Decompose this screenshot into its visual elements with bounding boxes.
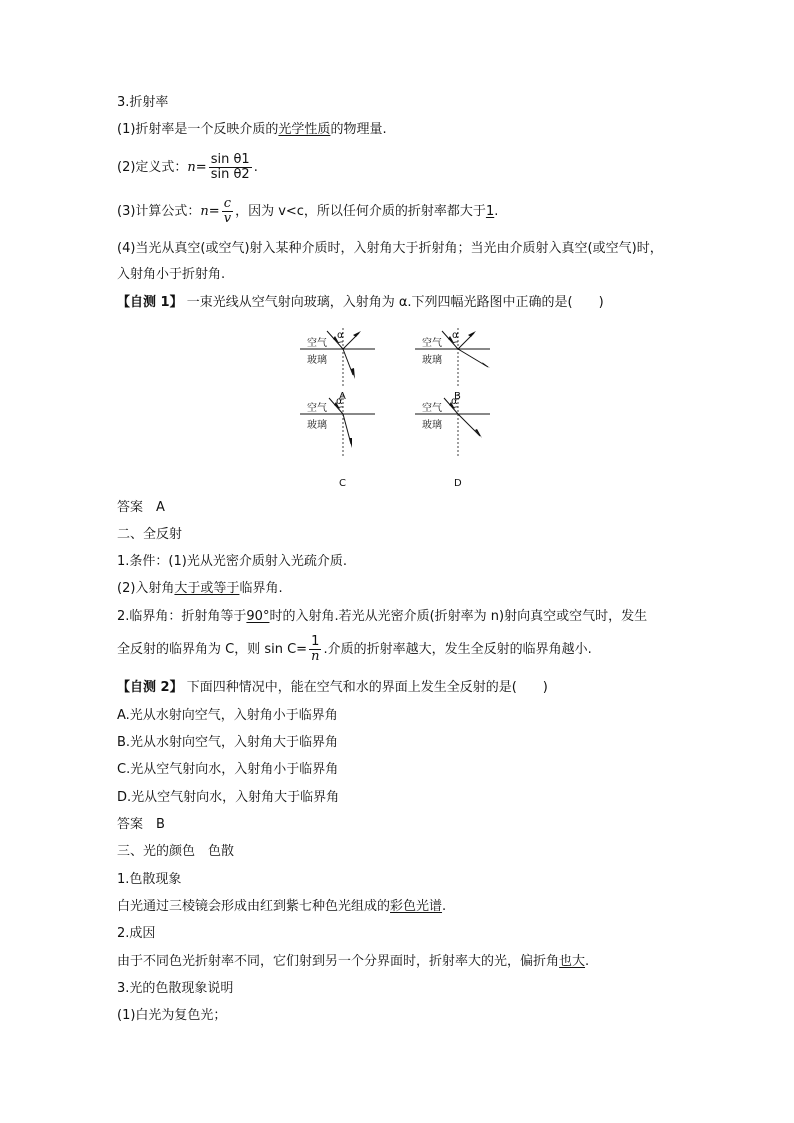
c3-underlined: 90° (246, 609, 270, 624)
dispersion-heading-2: 2.成因 (117, 926, 156, 941)
p3-denominator: v (223, 211, 232, 226)
paragraph-3-formula (117, 196, 498, 228)
dispersion-heading-3: 3.光的色散现象说明 (117, 981, 234, 996)
diagram-a-letter: A (339, 391, 346, 402)
diagram-c (295, 396, 385, 494)
critical-angle-line-2 (117, 632, 592, 668)
diagram-c-letter: C (339, 478, 346, 489)
paragraph-2-definition (117, 152, 258, 184)
question-1 (117, 294, 604, 312)
p2-equals: = (195, 160, 207, 175)
c4-text: 全反射的临界角为 C，则 sin C= (117, 642, 308, 657)
question-2-option-d: D.光从空气射向水，入射角大于临界角 (117, 790, 340, 805)
p2-numerator: sin θ1 (210, 152, 250, 167)
t2-text-end: . (585, 954, 590, 969)
diagram-c-air-label: 空气 (307, 403, 327, 414)
dispersion-text-3: (1)白光为复色光； (117, 1008, 227, 1023)
question-1-text: 一束光线从空气射向玻璃，入射角为 α.下列四幅光路图中正确的是( ) (182, 295, 604, 310)
p2-text: (2)定义式： (117, 160, 188, 175)
section-heading-dispersion: 三、光的颜色 色散 (117, 844, 235, 859)
paragraph-4-line-2: 入射角小于折射角. (117, 267, 226, 282)
p2-fraction (209, 153, 252, 182)
condition-1: 1.条件：(1)光从光密介质射入光疏介质. (117, 554, 347, 569)
section-heading-refractive-index: 3.折射率 (117, 95, 169, 110)
diagram-b-letter: B (454, 391, 461, 402)
diagram-d-air-label: 空气 (422, 403, 442, 414)
diagram-d-letter: D (454, 478, 462, 489)
diagram-a-air-label: 空气 (307, 338, 327, 349)
p3-text-mid: ，因为 v<c，所以任何介质的折射率都大于 (235, 204, 486, 219)
diagram-a (295, 325, 385, 407)
t1-underlined: 彩色光谱 (390, 899, 443, 914)
paragraph-1 (117, 121, 387, 139)
c4-numerator: 1 (309, 635, 321, 650)
p2-denominator: sin θ2 (210, 167, 250, 182)
diagram-b-glass-label: 玻璃 (422, 355, 442, 366)
t1-text: 白光通过三棱镜会形成由红到紫七种色光组成的 (117, 899, 391, 914)
question-2-text: 下面四种情况中，能在空气和水的界面上发生全反射的是( ) (182, 680, 548, 695)
c4-denominator: n (311, 649, 320, 664)
t2-text: 由于不同色光折射率不同，它们射到另一个分界面时，折射率大的光，偏折角 (117, 954, 560, 969)
diagram-a-glass-label: 玻璃 (307, 355, 327, 366)
question-1-tag: 【自测 1】 (117, 295, 183, 310)
p2-end: . (253, 160, 258, 175)
diagram-c-alpha: α (336, 396, 343, 407)
question-2-answer: 答案 B (117, 817, 165, 832)
condition-2 (117, 580, 283, 598)
c3-text: 2.临界角：折射角等于 (117, 609, 247, 624)
t2-underlined: 也大 (559, 954, 586, 969)
question-2 (117, 679, 548, 697)
diagram-b (410, 325, 500, 407)
paragraph-4-line-1: (4)当光从真空(或空气)射入某种介质时，入射角大于折射角；当光由介质射入真空(或空气)时， (117, 241, 663, 256)
c2-text: (2)入射角 (117, 581, 175, 596)
diagram-d-glass-label: 玻璃 (422, 420, 442, 431)
critical-angle-line-1 (117, 608, 647, 626)
diagram-b-air-label: 空气 (422, 338, 442, 349)
p1-underlined: 光学性质 (278, 122, 331, 137)
question-2-option-c: C.光从空气射向水，入射角小于临界角 (117, 762, 339, 777)
t1-text-end: . (442, 899, 447, 914)
dispersion-text-2 (117, 953, 589, 971)
dispersion-heading-1: 1.色散现象 (117, 872, 182, 887)
p3-variable: n (200, 204, 209, 219)
c4-text-end: .介质的折射率越大，发生全反射的临界角越小. (323, 642, 592, 657)
p3-end: . (494, 204, 499, 219)
p3-underlined: 1 (485, 204, 495, 219)
p3-text: (3)计算公式： (117, 204, 201, 219)
question-2-tag: 【自测 2】 (117, 680, 183, 695)
diagram-a-alpha: α (337, 330, 344, 341)
c2-underlined: 大于或等于 (174, 581, 240, 596)
question-2-option-a: A.光从水射向空气，入射角小于临界角 (117, 708, 338, 723)
p3-fraction (222, 197, 233, 226)
p3-numerator: c (222, 197, 233, 212)
dispersion-text-1 (117, 898, 446, 916)
p2-variable: n (187, 160, 196, 175)
c2-text-end: 临界角. (239, 581, 283, 596)
diagram-d (410, 396, 500, 494)
question-1-answer: 答案 A (117, 500, 165, 515)
question-2-option-b: B.光从水射向空气，入射角大于临界角 (117, 735, 339, 750)
diagram-b-alpha: α (452, 330, 459, 341)
diagram-d-alpha: α (451, 396, 458, 407)
p3-equals: = (208, 204, 220, 219)
diagram-c-glass-label: 玻璃 (307, 420, 327, 431)
p1-text-end: 的物理量. (330, 122, 387, 137)
c4-fraction (309, 635, 321, 664)
section-heading-total-reflection: 二、全反射 (117, 527, 183, 542)
c3-text-end: 时的入射角.若光从光密介质(折射率为 n)射向真空或空气时，发生 (269, 609, 648, 624)
p1-text: (1)折射率是一个反映介质的 (117, 122, 279, 137)
